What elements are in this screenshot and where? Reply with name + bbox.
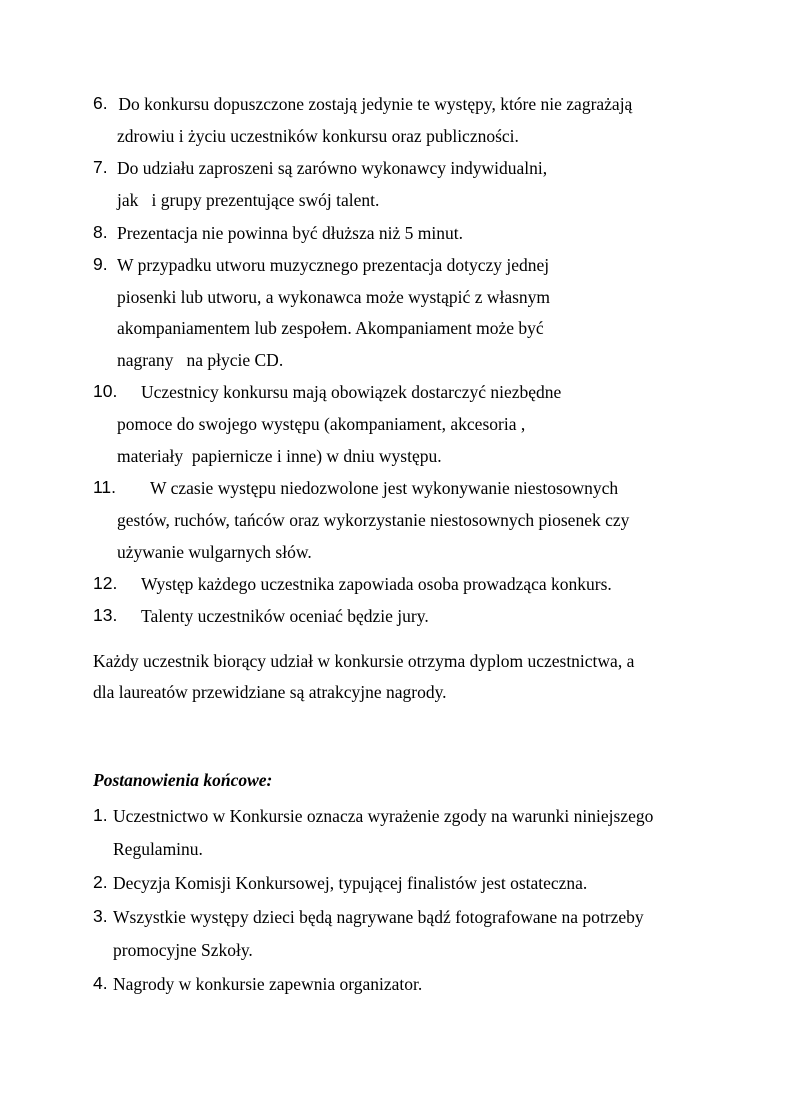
list-item-text: Występ każdego uczestnika zapowiada osoba prowadząca konkurs. bbox=[141, 574, 612, 594]
summary-paragraph-line: Każdy uczestnik biorący udział w konkursie otrzyma dyplom uczestnictwa, a bbox=[93, 651, 635, 671]
list-item-number: 9. bbox=[93, 254, 108, 274]
list-item-text: jak i grupy prezentujące swój talent. bbox=[117, 190, 380, 210]
list-item-text: zdrowiu i życiu uczestników konkursu oraz publiczności. bbox=[117, 126, 519, 146]
list-item-number: 10. bbox=[93, 381, 118, 401]
list-item-text: nagrany na płycie CD. bbox=[117, 350, 284, 370]
list-item-text: Nagrody w konkursie zapewnia organizator. bbox=[113, 974, 423, 994]
list-item-text: promocyjne Szkoły. bbox=[113, 940, 253, 960]
list-item-text: Uczestnictwo w Konkursie oznacza wyrażenie zgody na warunki niniejszego bbox=[113, 806, 654, 826]
list-item-text: Uczestnicy konkursu mają obowiązek dostarczyć niezbędne bbox=[141, 382, 562, 402]
list-item-text: W przypadku utworu muzycznego prezentacja dotyczy jednej bbox=[117, 255, 550, 275]
list-item-number: 2. bbox=[93, 872, 108, 892]
list-item-text: Talenty uczestników oceniać będzie jury. bbox=[141, 606, 429, 626]
list-item-text: W czasie występu niedozwolone jest wykonywanie niestosownych bbox=[150, 478, 619, 498]
list-item-text: gestów, ruchów, tańców oraz wykorzystanie niestosownych piosenek czy bbox=[117, 510, 630, 530]
section-heading: Postanowienia końcowe: bbox=[93, 770, 273, 790]
list-item-text: Decyzja Komisji Konkursowej, typującej finalistów jest ostateczna. bbox=[113, 873, 588, 893]
list-item-number: 3. bbox=[93, 906, 108, 926]
list-item-number: 11. bbox=[93, 477, 117, 497]
summary-paragraph-line: dla laureatów przewidziane są atrakcyjne nagrody. bbox=[93, 682, 447, 702]
list-item-text: Regulaminu. bbox=[113, 839, 203, 859]
list-item-text: Do udziału zaproszeni są zarówno wykonawcy indywidualni, bbox=[117, 158, 548, 178]
list-item-number: 8. bbox=[93, 222, 108, 242]
list-item-number: 4. bbox=[93, 973, 108, 993]
list-item-text: Do konkursu dopuszczone zostają jedynie te występy, które nie zagrażają bbox=[114, 94, 633, 114]
list-item-text: akompaniamentem lub zespołem. Akompaniament może być bbox=[117, 318, 544, 338]
list-item-number: 6. bbox=[93, 93, 108, 113]
list-item-text: piosenki lub utworu, a wykonawca może wystąpić z własnym bbox=[117, 287, 551, 307]
list-item-number: 12. bbox=[93, 573, 118, 593]
list-item-number: 1. bbox=[93, 805, 108, 825]
list-item-text: Prezentacja nie powinna być dłuższa niż 5 minut. bbox=[117, 223, 463, 243]
list-item-text: pomoce do swojego występu (akompaniament, akcesoria , bbox=[117, 414, 526, 434]
list-item-number: 13. bbox=[93, 605, 118, 625]
list-item-text: Wszystkie występy dzieci będą nagrywane bądź fotografowane na potrzeby bbox=[113, 907, 644, 927]
list-item-text: materiały papiernicze i inne) w dniu występu. bbox=[117, 446, 442, 466]
list-item-text: używanie wulgarnych słów. bbox=[117, 542, 312, 562]
list-item-number: 7. bbox=[93, 157, 108, 177]
